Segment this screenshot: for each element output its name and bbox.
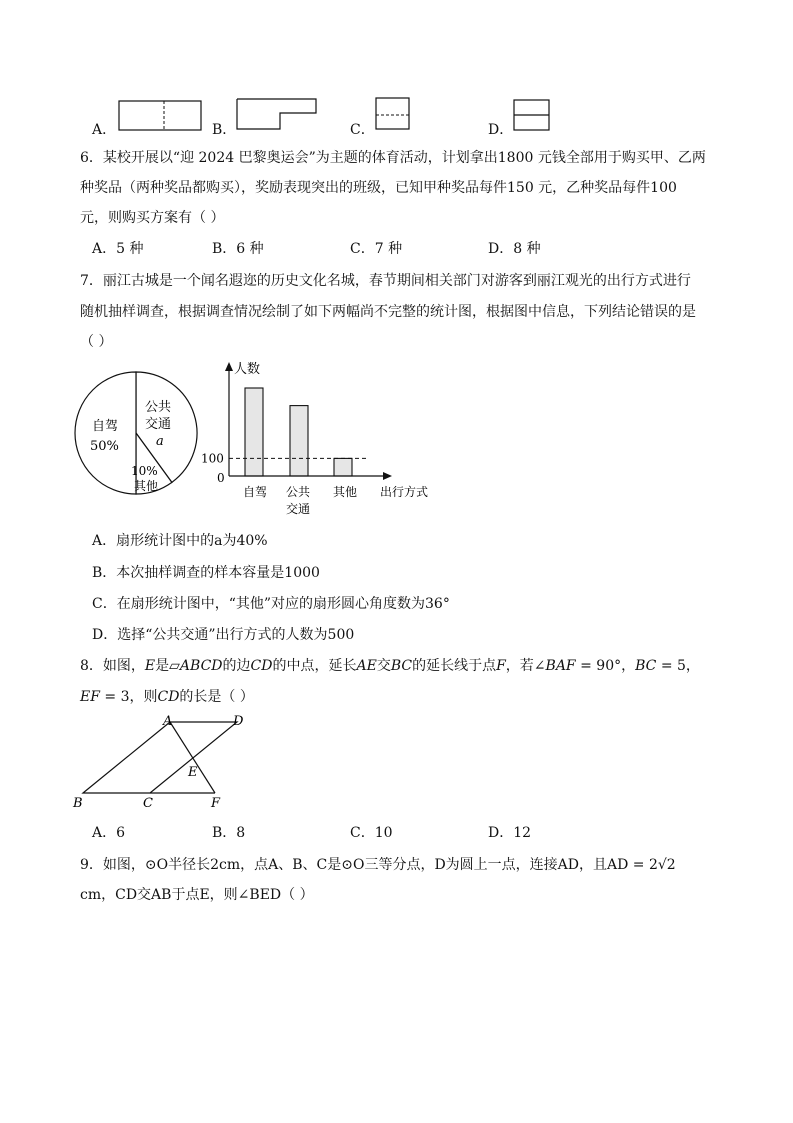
bar-ytick-100: 100 [201, 451, 224, 466]
pie-label-public-2: 交通 [145, 417, 172, 432]
q5-option-c-figure [375, 97, 411, 133]
q6-text-line2: 种奖品（两种奖品都购买），奖励表现突出的班级，已知甲种奖品每件150 元，乙种奖品每件100 [80, 180, 677, 196]
bar-xlabel-other: 其他 [333, 485, 358, 499]
q6-option-d: D．8 种 [488, 241, 541, 257]
pie-value-other: 10% [131, 464, 158, 478]
q8-option-d: D．12 [488, 825, 532, 841]
q7-option-a: A．扇形统计图中的a为40% [92, 533, 268, 549]
q7-text-line1: 7．丽江古城是一个闻名遐迩的历史文化名城，春节期间相关部门对游客到丽江观光的出行方式进行 [80, 273, 691, 289]
fig8-label-a: A [163, 714, 173, 729]
q8-parallelogram-figure [70, 710, 260, 816]
q7-option-b: B．本次抽样调查的样本容量是1000 [92, 565, 320, 581]
q5-option-a-figure [118, 100, 202, 132]
q8-option-c: C．10 [350, 825, 393, 841]
bar-x-axis-arrow [383, 472, 392, 480]
fig8-label-f: F [211, 796, 221, 811]
q5-option-b-figure [236, 98, 320, 132]
fig8-label-e: E [188, 765, 198, 780]
pie-value-self-drive: 50% [90, 439, 119, 454]
q9-text-line2: cm，CD交AB于点E，则∠BED（ ） [80, 887, 314, 903]
q7-pie-chart [68, 370, 208, 500]
q5-option-d-figure [513, 99, 551, 133]
pie-label-self-drive: 自驾 [92, 419, 119, 434]
bar-y-axis-arrow [225, 362, 233, 371]
bar-self-drive [245, 388, 263, 476]
q7-bar-chart [198, 356, 448, 521]
fig8-label-b: B [73, 796, 83, 811]
q6-text-line1: 6．某校开展以“迎 2024 巴黎奥运会”为主题的体育活动，计划拿出1800 元钱全部用于购买甲、乙两 [80, 150, 706, 166]
bar-other [334, 458, 352, 476]
q5-option-d-label: D． [488, 122, 514, 138]
q9-text-line1: 9．如图，⊙O半径长2cm，点A、B、C是⊙O三等分点，D为圆上一点，连接AD，且AD = 2√2 [80, 857, 676, 873]
bar-xlabel-axis: 出行方式 [380, 485, 429, 499]
bar-public-transport [290, 406, 308, 476]
q8-text-line2: EF = 3，则CD的长是（ ） [80, 689, 254, 705]
bar-ytick-0: 0 [217, 471, 225, 485]
q8-option-a: A．6 [92, 825, 126, 841]
q6-option-c: C．7 种 [350, 241, 403, 257]
q5-option-c-label: C． [350, 122, 375, 138]
q7-option-d: D．选择“公共交通”出行方式的人数为500 [92, 627, 355, 643]
pie-label-other: 其他 [134, 479, 159, 493]
q8-option-b: B．8 [212, 825, 246, 841]
q6-option-a: A．5 种 [92, 241, 144, 257]
q5-option-b-label: B． [212, 122, 237, 138]
bar-xlabel-self-drive: 自驾 [243, 485, 268, 499]
q7-option-c: C．在扇形统计图中，“其他”对应的扇形圆心角度数为36° [92, 596, 450, 612]
q8-text-line1: 8．如图，E是▱ABCD的边CD的中点，延长AE交BC的延长线于点F，若∠BAF = 90°，BC = 5， [80, 658, 700, 674]
q5-option-a-label: A． [92, 122, 117, 138]
q7-text-line3: （ ） [80, 334, 113, 350]
bar-xlabel-public-2: 交通 [286, 502, 311, 516]
pie-label-public-1: 公共 [145, 400, 172, 415]
pie-value-public: a [156, 434, 164, 449]
fig8-label-d: D [233, 714, 244, 729]
q6-option-b: B．6 种 [212, 241, 264, 257]
bar-xlabel-public-1: 公共 [286, 485, 311, 499]
q6-text-line3: 元，则购买方案有（ ） [80, 210, 225, 226]
q7-text-line2: 随机抽样调查，根据调查情况绘制了如下两幅尚不完整的统计图，根据图中信息，下列结论错误的是 [80, 304, 696, 320]
fig8-label-c: C [143, 796, 153, 811]
bar-ylabel: 人数 [234, 362, 261, 377]
